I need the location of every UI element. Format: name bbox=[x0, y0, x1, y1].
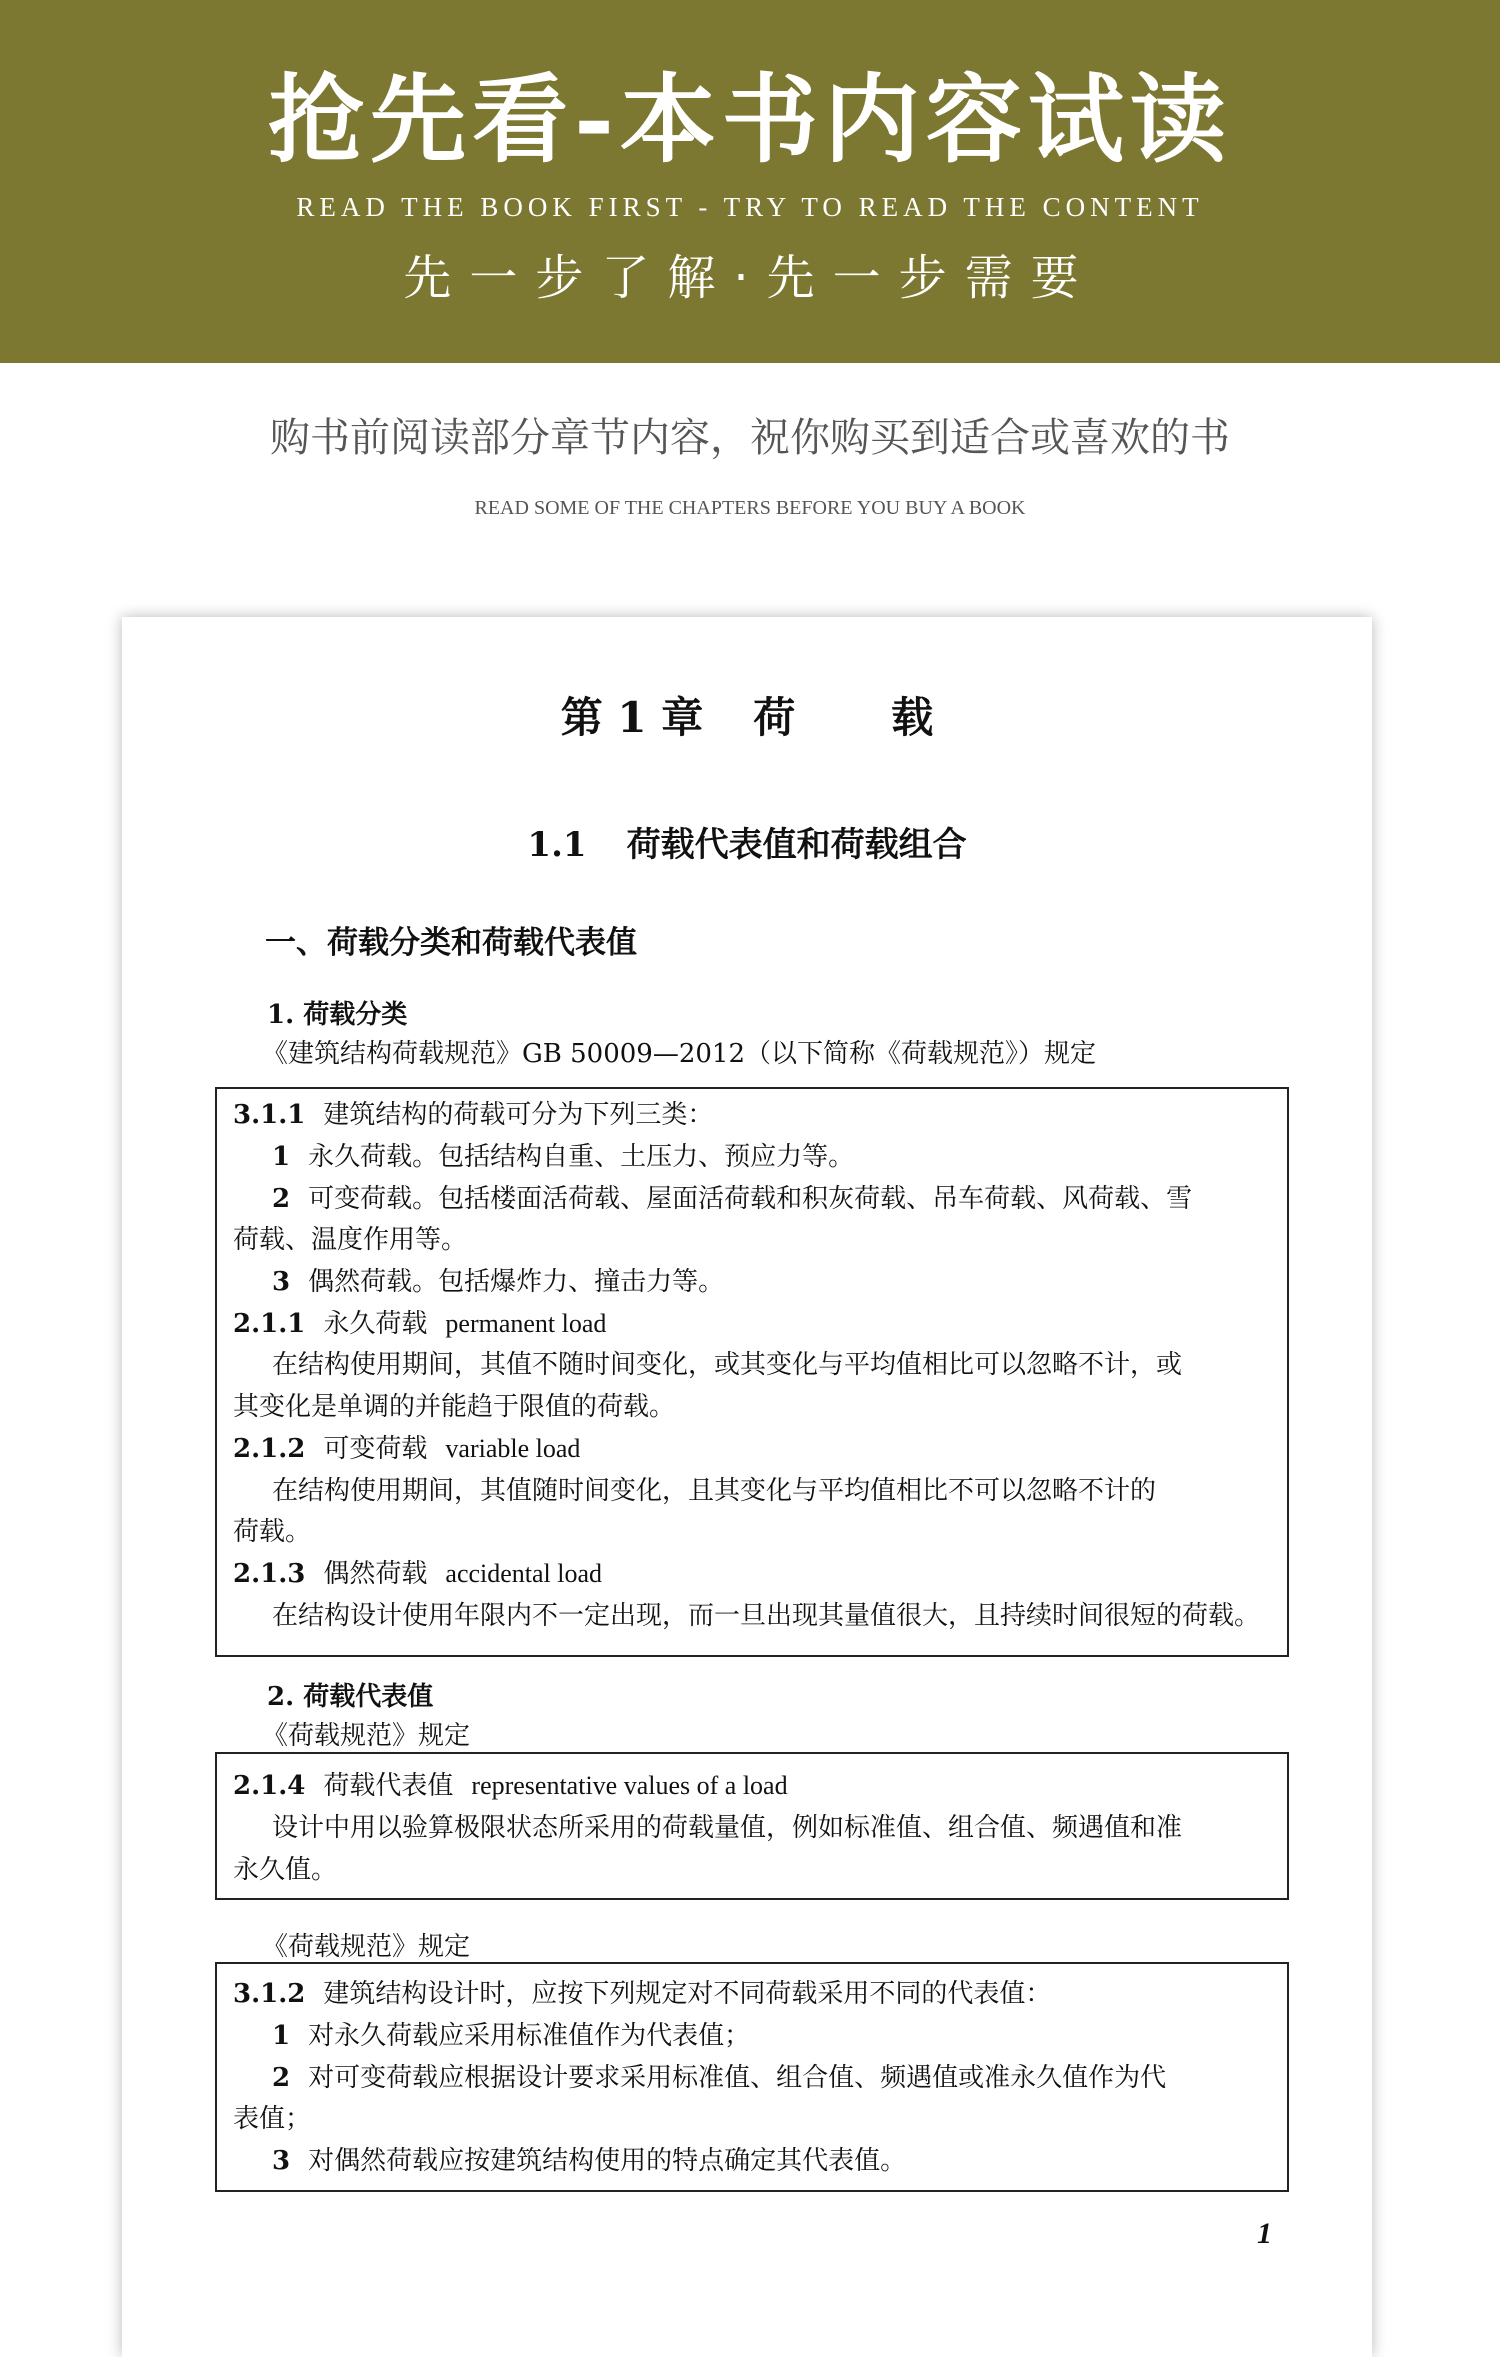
definition-text: 设计中用以验算极限状态所采用的荷载量值，例如标准值、组合值、频遇值和准 bbox=[272, 1813, 1183, 1843]
chapter-title-char-2: 载 bbox=[891, 693, 934, 742]
item-number: 1 bbox=[272, 2021, 291, 2051]
banner-title: 抢先看-本书内容试读 bbox=[268, 63, 1232, 176]
definition-2-1-3 bbox=[233, 1556, 1273, 1592]
chapter-heading bbox=[122, 690, 1372, 746]
intro-text: 购书前阅读部分章节内容，祝你购买到适合或喜欢的书 bbox=[270, 415, 1230, 461]
reference-text-3: 《荷载规范》规定 bbox=[262, 1932, 471, 1962]
definition-term: 永久荷载 bbox=[323, 1309, 428, 1339]
list-item bbox=[272, 1264, 1272, 1300]
definition-term-en: accidental load bbox=[445, 1559, 603, 1588]
chapter-title-char-1: 荷 bbox=[753, 693, 796, 742]
item-number: 2 bbox=[272, 2063, 291, 2093]
item-text: 对偶然荷载应按建筑结构使用的特点确定其代表值。 bbox=[308, 2146, 907, 2176]
reference-text-2: 《荷载规范》规定 bbox=[262, 1721, 471, 1751]
clause-3-1-2 bbox=[233, 1976, 1273, 2012]
list-item bbox=[272, 1139, 1272, 1175]
item-text: 对可变荷载应根据设计要求采用标准值、组合值、频遇值或准永久值作为代 bbox=[308, 2063, 1167, 2093]
definition-2-1-2 bbox=[233, 1431, 1273, 1467]
clause-text: 建筑结构设计时，应按下列规定对不同荷载采用不同的代表值： bbox=[323, 1979, 1052, 2009]
list-item bbox=[272, 2018, 1272, 2054]
item-text: 偶然荷载。包括爆炸力、撞击力等。 bbox=[308, 1267, 725, 1297]
heading-load-classification: 1. 荷载分类 bbox=[267, 1000, 408, 1030]
item-text: 对永久荷载应采用标准值作为代表值； bbox=[308, 2021, 751, 2051]
definition-term-en: variable load bbox=[445, 1434, 581, 1463]
item-number: 2 bbox=[272, 1184, 291, 1214]
clause-3-1-1 bbox=[233, 1097, 1273, 1133]
definition-number: 2.1.3 bbox=[233, 1559, 306, 1589]
definition-text-continuation: 其变化是单调的并能趋于限值的荷载。 bbox=[233, 1392, 676, 1422]
list-item bbox=[272, 2143, 1272, 2179]
banner-subtitle-cn: 先一步了解·先一步需要 bbox=[403, 250, 1097, 306]
definition-term: 荷载代表值 bbox=[323, 1771, 454, 1801]
definition-text: 在结构使用期间，其值不随时间变化，或其变化与平均值相比可以忽略不计，或 bbox=[272, 1350, 1183, 1380]
list-item bbox=[272, 2060, 1272, 2096]
chapter-number: 第 1 章 bbox=[560, 693, 704, 742]
definition-text: 在结构使用期间，其值随时间变化，且其变化与平均值相比不可以忽略不计的 bbox=[272, 1476, 1157, 1506]
quote-box-1 bbox=[215, 1087, 1289, 1657]
banner-subtitle-en: READ THE BOOK FIRST - TRY TO READ THE CONTENT bbox=[296, 192, 1204, 222]
subsection-heading: 一、荷载分类和荷载代表值 bbox=[265, 925, 637, 961]
item-number: 3 bbox=[272, 1267, 291, 1297]
quote-box-3 bbox=[215, 1962, 1289, 2192]
definition-text-continuation: 荷载。 bbox=[233, 1517, 312, 1547]
clause-number: 3.1.1 bbox=[233, 1100, 306, 1130]
item-number: 1 bbox=[272, 1142, 291, 1172]
header-banner bbox=[0, 0, 1500, 363]
definition-text: 在结构设计使用年限内不一定出现，而一旦出现其量值很大，且持续时间很短的荷载。 bbox=[272, 1601, 1261, 1631]
definition-number: 2.1.1 bbox=[233, 1309, 306, 1339]
section-heading bbox=[122, 822, 1372, 868]
intro-text-en: READ SOME OF THE CHAPTERS BEFORE YOU BUY A BOOK bbox=[474, 497, 1026, 519]
list-item-continuation: 表值； bbox=[233, 2104, 312, 2134]
list-item-continuation: 荷载、温度作用等。 bbox=[233, 1225, 468, 1255]
definition-term: 偶然荷载 bbox=[323, 1559, 428, 1589]
item-text: 永久荷载。包括结构自重、土压力、预应力等。 bbox=[308, 1142, 855, 1172]
definition-2-1-1 bbox=[233, 1306, 1273, 1342]
definition-2-1-4 bbox=[233, 1768, 1273, 1804]
definition-term-en: representative values of a load bbox=[471, 1771, 788, 1800]
definition-number: 2.1.4 bbox=[233, 1771, 306, 1801]
list-item bbox=[272, 1181, 1272, 1217]
section-title: 荷载代表值和荷载组合 bbox=[626, 825, 967, 865]
quote-box-2 bbox=[215, 1752, 1289, 1900]
page-number: 1 bbox=[1257, 2217, 1272, 2250]
heading-load-representative-values: 2. 荷载代表值 bbox=[267, 1682, 434, 1712]
section-number: 1.1 bbox=[527, 825, 587, 865]
book-page bbox=[122, 617, 1372, 2357]
definition-term-en: permanent load bbox=[445, 1309, 607, 1338]
item-number: 3 bbox=[272, 2146, 291, 2176]
clause-number: 3.1.2 bbox=[233, 1979, 306, 2009]
definition-number: 2.1.2 bbox=[233, 1434, 306, 1464]
definition-term: 可变荷载 bbox=[323, 1434, 428, 1464]
clause-text: 建筑结构的荷载可分为下列三类： bbox=[323, 1100, 714, 1130]
definition-text-continuation: 永久值。 bbox=[233, 1855, 338, 1885]
item-text: 可变荷载。包括楼面活荷载、屋面活荷载和积灰荷载、吊车荷载、风荷载、雪 bbox=[308, 1184, 1193, 1214]
reference-text-1: 《建筑结构荷载规范》GB 50009—2012（以下简称《荷载规范》）规定 bbox=[262, 1039, 1097, 1069]
